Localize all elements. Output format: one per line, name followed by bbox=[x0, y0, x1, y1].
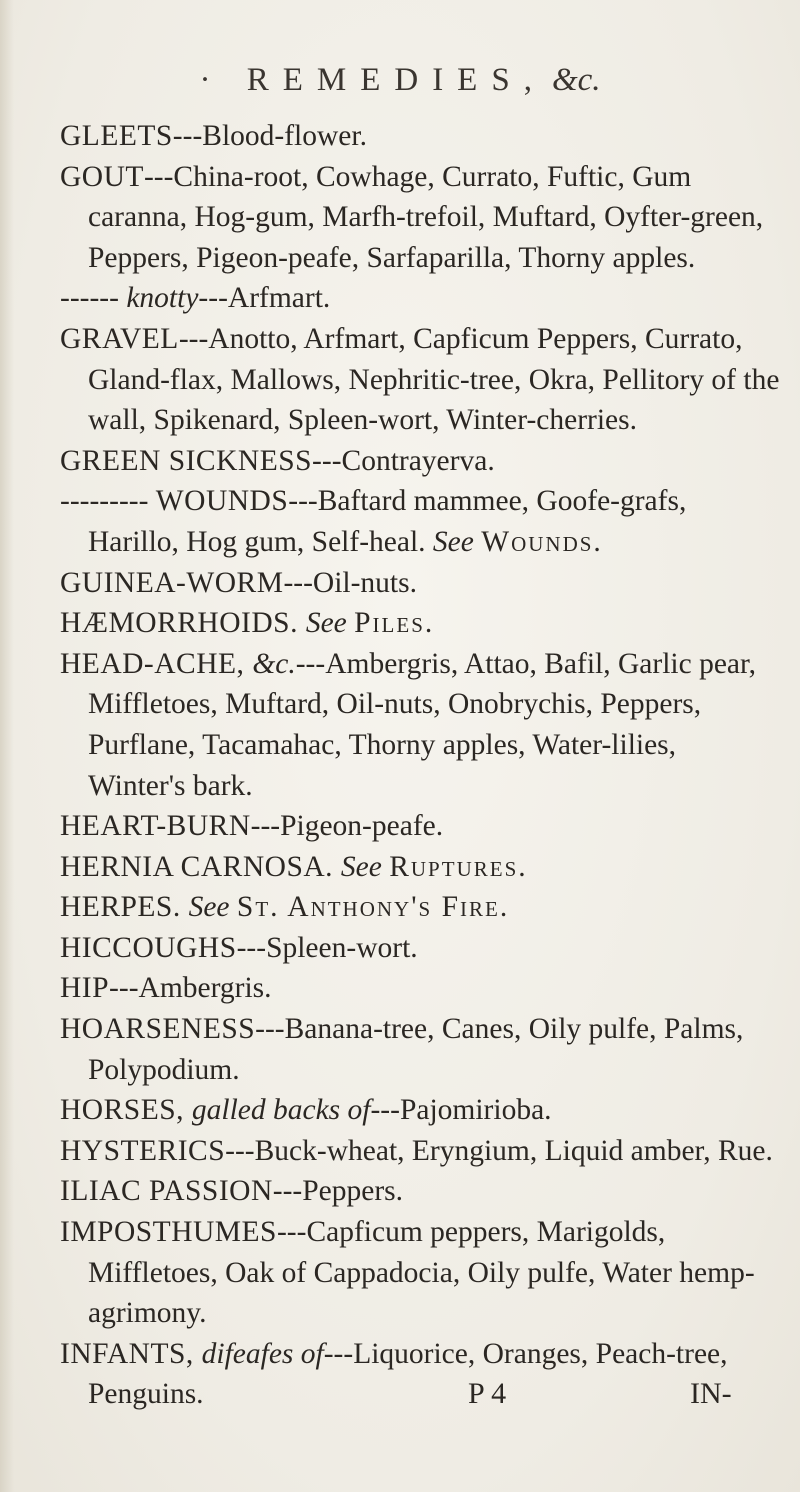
remedies-index bbox=[60, 116, 780, 1415]
entry-gleets: GLEETS---Blood-flower. bbox=[60, 120, 367, 152]
running-header bbox=[0, 62, 800, 99]
entry-gravel: GRAVEL---Anotto, Arfmart, Capficum Peppers, Currato, Gland-flax, Mallows, Nephritic-tree, Okra, Pellitory of the wall, Spikenard, Spleen-wort, Winter-cherries. bbox=[60, 322, 780, 437]
signature-mark: P 4 bbox=[468, 1377, 507, 1410]
entry-infants: INFANTS, difeafes of---Liquorice, Oranges, Peach-tree, Penguins. bbox=[60, 1337, 728, 1411]
entry-gout: GOUT---China-root, Cowhage, Currato, Fuftic, Gum caranna, Hog-gum, Marfh-trefoil, Muftard, Oyfter-green, Peppers, Pigeon-peafe, Sarfaparilla, Thorny apples. bbox=[60, 160, 764, 274]
page-footer bbox=[0, 1377, 800, 1417]
running-header-title: · REMEDIES, bbox=[199, 62, 546, 98]
entry-herpes: HERPES. See St. Anthony's Fire. bbox=[60, 891, 510, 924]
running-header-etc: &c. bbox=[551, 62, 601, 98]
entry-hiccoughs: HICCOUGHS---Spleen-wort. bbox=[60, 931, 418, 964]
entry-imposthumes: IMPOSTHUMES---Capficum peppers, Marigolds, Miffletoes, Oak of Cappadocia, Oily pulfe, Water hemp-agrimony. bbox=[60, 1216, 755, 1330]
entry-gout-knotty: ------ knotty---Arfmart. bbox=[60, 282, 331, 315]
entry-hip: HIP---Ambergris. bbox=[60, 972, 272, 1005]
catchword: IN- bbox=[690, 1377, 732, 1410]
entry-guinea-worm: GUINEA-WORM---Oil-nuts. bbox=[60, 566, 417, 599]
entry-haemorrhoids: HÆMORRHOIDS. See Piles. bbox=[60, 607, 435, 640]
entry-heart-burn: HEART-BURN---Pigeon-peafe. bbox=[60, 810, 444, 843]
entry-head-ache: HEAD-ACHE, &c.---Ambergris, Attao, Bafil, Garlic pear, Miffletoes, Muftard, Oil-nuts, Onobrychis, Peppers, Purflane, Tacamahac, Thorny apples, Water-lilies, Winter's bark. bbox=[60, 647, 757, 802]
entry-hysterics: HYSTERICS---Buck-wheat, Eryngium, Liquid amber, Rue. bbox=[60, 1134, 773, 1167]
entry-horses: HORSES, galled backs of---Pajomirioba. bbox=[60, 1094, 552, 1127]
entry-green-sickness: GREEN SICKNESS---Contrayerva. bbox=[60, 444, 495, 477]
entry-hoarseness: HOARSENESS---Banana-tree, Canes, Oily pulfe, Palms, Polypodium. bbox=[60, 1013, 744, 1086]
page-spine-shadow bbox=[0, 0, 14, 1492]
entry-green-wounds: --------- WOUNDS---Baftard mammee, Goofe-grafs, Harillo, Hog gum, Self-heal. See Wounds. bbox=[60, 485, 687, 558]
entry-iliac-passion: ILIAC PASSION---Peppers. bbox=[60, 1175, 404, 1208]
entry-hernia-carnosa: HERNIA CARNOSA. See Ruptures. bbox=[60, 850, 528, 883]
